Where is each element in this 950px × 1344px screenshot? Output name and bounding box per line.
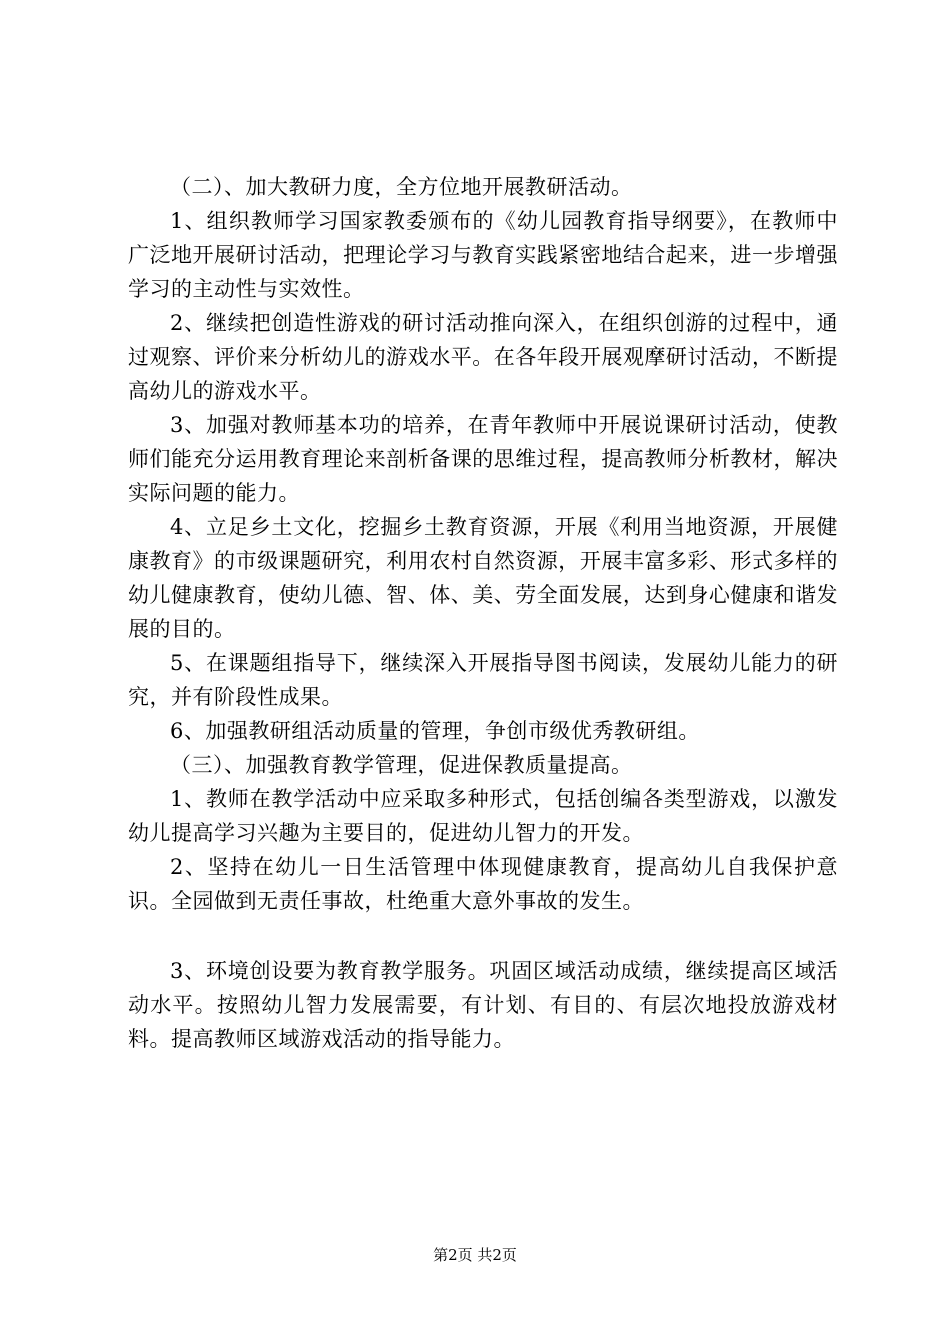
paragraph-2-5: 5、在课题组指导下，继续深入开展指导图书阅读，发展幼儿能力的研究，并有阶段性成果。 [128,651,838,709]
paragraph-2-6: 6、加强教研组活动质量的管理，争创市级优秀教研组。 [170,719,700,743]
paragraph-3-1: 1、教师在教学活动中应采取多种形式，包括创编各类型游戏，以激发幼儿提高学习兴趣为主要目的，促进幼儿智力的开发。 [128,787,838,845]
paragraph-3-2: 2、坚持在幼儿一日生活管理中体现健康教育，提高幼儿自我保护意识。全园做到无责任事故，杜绝重大意外事故的发生。 [128,855,838,913]
paragraph-2-2: 2、继续把创造性游戏的研讨活动推向深入，在组织创游的过程中，通过观察、评价来分析幼儿的游戏水平。在各年段开展观摩研讨活动，不断提高幼儿的游戏水平。 [128,311,838,403]
page-number-footer: 第2页 共2页 [433,1246,517,1264]
paragraph-2-1: 1、组织教师学习国家教委颁布的《幼儿园教育指导纲要》，在教师中广泛地开展研讨活动，把理论学习与教育实践紧密地结合起来，进一步增强学习的主动性与实效性。 [128,209,838,301]
paragraph-3-3: 3、环境创设要为教育教学服务。巩固区域活动成绩，继续提高区域活动水平。按照幼儿智力发展需要，有计划、有目的、有层次地投放游戏材料。提高教师区域游戏活动的指导能力。 [128,959,838,1051]
section-heading-2: （二）、加大教研力度，全方位地开展教研活动。 [170,175,633,199]
section-heading-3: （三）、加强教育教学管理，促进保教质量提高。 [170,753,633,777]
paragraph-2-3: 3、加强对教师基本功的培养，在青年教师中开展说课研讨活动，使教师们能充分运用教育理论来剖析备课的思维过程，提高教师分析教材，解决实际问题的能力。 [128,413,838,505]
paragraph-2-4: 4、立足乡土文化，挖掘乡土教育资源，开展《利用当地资源，开展健康教育》的市级课题研究，利用农村自然资源，开展丰富多彩、形式多样的幼儿健康教育，使幼儿德、智、体、美、劳全面发展，达到身心健康和谐发展的目的。 [128,515,838,641]
document-body [128,170,838,1056]
